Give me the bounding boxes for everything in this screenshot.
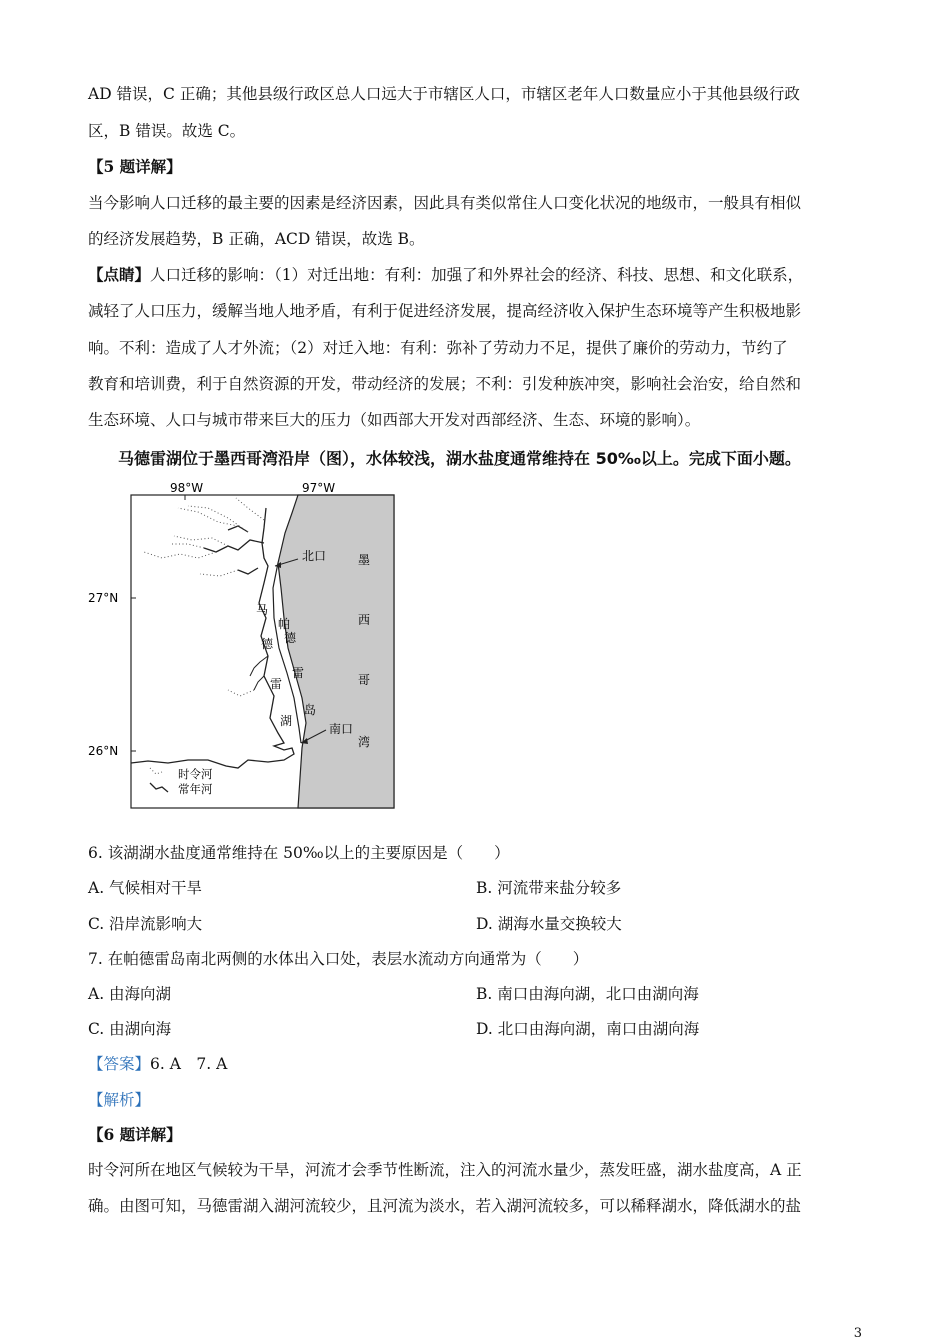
paragraph-line: 生态环境、人口与城市带来巨大的压力（如西部大开发对西部经济、生态、环境的影响）。	[88, 411, 701, 429]
answer-label: 【答案】	[88, 1055, 151, 1073]
paragraph-line: 教育和培训费，利于自然资源的开发，带动经济的发展；不利：引发种族冲突，影响社会治安，给自然和	[88, 375, 802, 393]
lake-char: 雷	[270, 677, 283, 691]
question-7-stem: 7. 在帕德雷岛南北两侧的水体出入口处，表层水流动方向通常为（ ）	[88, 950, 589, 968]
gulf-char: 哥	[358, 673, 371, 687]
answer-text: 6. A 7. A	[150, 1055, 228, 1073]
gulf-char: 西	[358, 613, 371, 627]
lake-char: 马	[256, 603, 269, 617]
analysis-label: 【解析】	[88, 1091, 151, 1109]
question-intro: 马德雷湖位于墨西哥湾沿岸（图），水体较浅，湖水盐度通常维持在 50‰以上。完成下面小题。	[118, 449, 801, 468]
island-char: 雷	[292, 666, 305, 680]
lon-label-98w: 98°W	[170, 481, 204, 495]
paragraph-line: 当今影响人口迁移的最主要的因素是经济因素，因此具有类似常住人口变化状况的地级市，一般具有相似	[88, 194, 802, 212]
north-inlet-label: 北口	[302, 549, 327, 563]
section-heading: 【5 题详解】	[88, 157, 182, 176]
tip-text: 人口迁移的影响：（1）对迁出地：有利：加强了和外界社会的经济、科技、思想、和文化联系，	[150, 266, 804, 284]
legend-seasonal-label: 时令河	[178, 767, 213, 781]
paragraph-line: 时令河所在地区气候较为干旱，河流才会季节性断流，注入的河流水量少，蒸发旺盛，湖水盐度高，A 正	[88, 1161, 802, 1179]
laguna-madre-map	[88, 478, 408, 813]
paragraph-line: 区，B 错误。故选 C。	[88, 122, 246, 140]
paragraph-line: 确。由图可知，马德雷湖入湖河流较少，且河流为淡水，若入湖河流较多，可以稀释湖水，降低湖水的盐	[88, 1197, 802, 1215]
gulf-char: 湾	[358, 735, 371, 749]
lat-label-26n: 26°N	[88, 744, 119, 758]
paragraph-line: 减轻了人口压力，缓解当地人地矛盾，有利于促进经济发展，提高经济收入保护生态环境等产生积极地影	[88, 302, 802, 320]
section-heading: 【6 题详解】	[88, 1125, 182, 1144]
tip-label: 【点睛】	[88, 265, 151, 284]
q7-option-b[interactable]: B. 南口由海向湖，北口由湖向海	[476, 985, 699, 1003]
island-char: 岛	[304, 703, 317, 717]
q6-option-a[interactable]: A. 气候相对干旱	[88, 879, 203, 897]
lon-label-97w: 97°W	[302, 481, 336, 495]
paragraph-line: 响。不利：造成了人才外流；（2）对迁入地：有利：弥补了劳动力不足，提供了廉价的劳动力，节约了	[88, 339, 788, 357]
island-char: 德	[284, 631, 297, 645]
legend-perennial-label: 常年河	[178, 782, 213, 796]
q6-option-c[interactable]: C. 沿岸流影响大	[88, 915, 203, 933]
island-char: 帕	[278, 617, 291, 631]
page-number: 3	[853, 1326, 862, 1341]
lake-char: 德	[261, 637, 274, 651]
q7-option-d[interactable]: D. 北口由海向湖，南口由湖向海	[476, 1020, 700, 1038]
q7-option-a[interactable]: A. 由海向湖	[88, 985, 172, 1003]
lat-label-27n: 27°N	[88, 591, 119, 605]
paragraph-line	[88, 263, 803, 285]
q6-option-b[interactable]: B. 河流带来盐分较多	[476, 879, 622, 897]
q7-option-c[interactable]: C. 由湖向海	[88, 1020, 172, 1038]
answer-line	[88, 1052, 227, 1074]
lake-char: 湖	[280, 714, 293, 728]
q6-option-d[interactable]: D. 湖海水量交换较大	[476, 915, 622, 933]
question-6-stem: 6. 该湖湖水盐度通常维持在 50‰以上的主要原因是（ ）	[88, 844, 510, 862]
paragraph-line: AD 错误，C 正确；其他县级行政区总人口远大于市辖区人口，市辖区老年人口数量应小于其他县级行政	[88, 85, 800, 103]
south-inlet-label: 南口	[329, 722, 354, 736]
gulf-char: 墨	[358, 553, 371, 567]
paragraph-line: 的经济发展趋势，B 正确，ACD 错误，故选 B。	[88, 230, 425, 248]
